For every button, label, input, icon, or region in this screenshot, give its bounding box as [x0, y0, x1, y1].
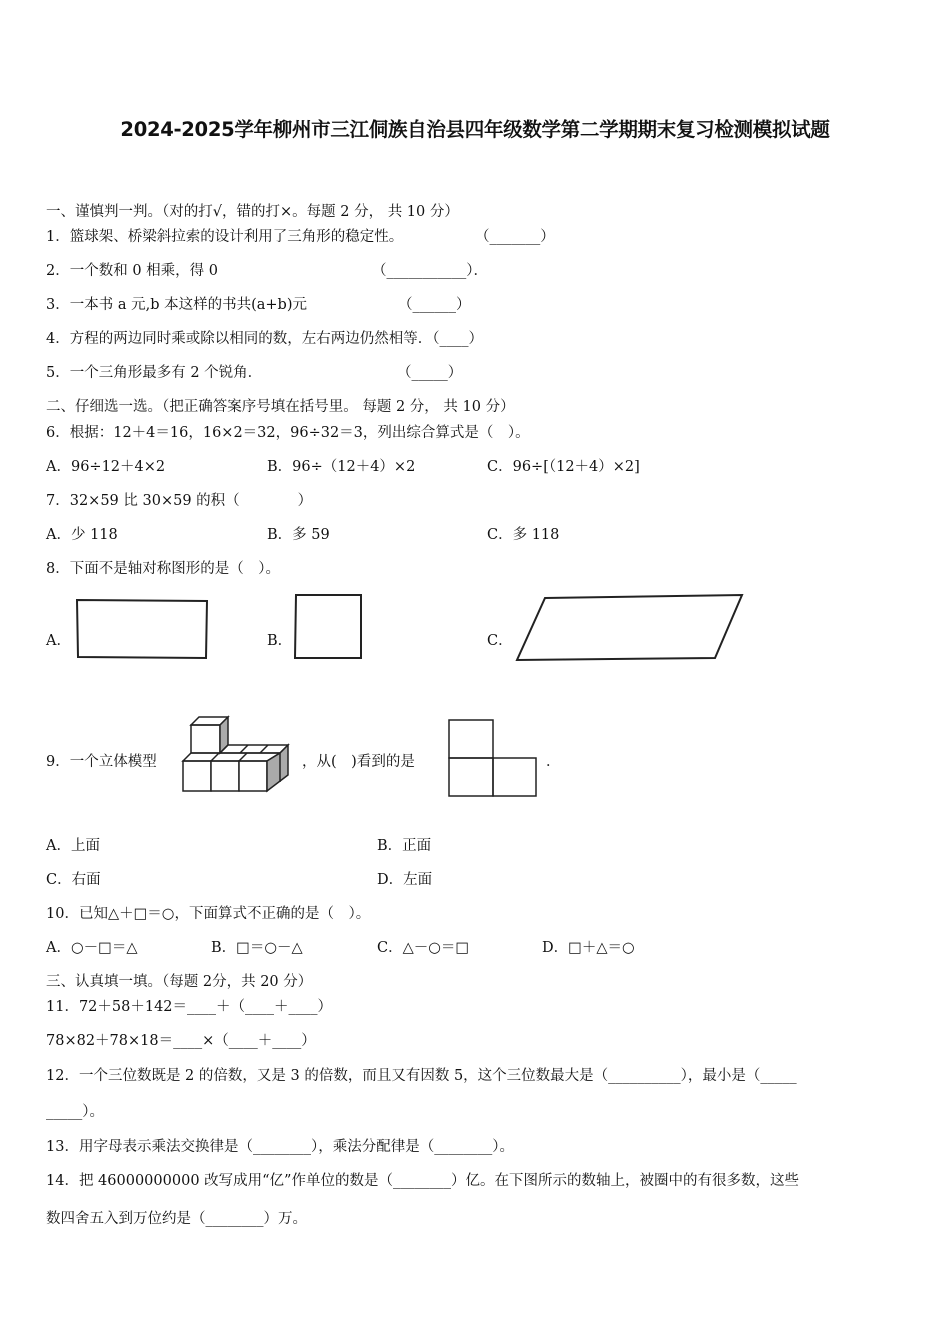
question-6-option-a[interactable]: A．96÷12＋4×2 [46, 459, 166, 475]
question-9-option-d[interactable]: D．左面 [377, 872, 433, 888]
question-3: 3．一本书 a 元,b 本这样的书共(a+b)元 [46, 297, 307, 313]
question-7-option-c[interactable]: C．多 118 [487, 527, 560, 543]
question-8-option-a[interactable]: A． [46, 633, 71, 649]
question-14-line-2: 数四舍五入到万位约是（________）万。 [46, 1211, 307, 1227]
question-8-option-b[interactable]: B． [267, 633, 293, 649]
square-figure [292, 592, 364, 661]
question-1: 1．篮球架、桥梁斜拉索的设计利用了三角形的稳定性。 [46, 229, 404, 245]
rectangle-figure [74, 597, 210, 661]
question-10-option-b[interactable]: B．□＝○－△ [211, 940, 303, 956]
question-9-end: ． [546, 754, 561, 770]
question-12-line-2: _____）。 [46, 1104, 104, 1120]
question-13: 13．用字母表示乘法交换律是（________），乘法分配律是（________）。 [46, 1139, 514, 1155]
question-4: 4．方程的两边同时乘或除以相同的数，左右两边仍然相等．（____） [46, 331, 483, 347]
cube-model-figure [180, 712, 292, 794]
parallelogram-figure [514, 592, 746, 663]
question-10-option-c[interactable]: C．△－○＝□ [377, 940, 470, 956]
section-3-heading: 三、认真填一填。（每题 2分，共 20 分） [46, 974, 313, 990]
question-9-option-b[interactable]: B．正面 [377, 838, 432, 854]
question-5: 5．一个三角形最多有 2 个锐角． [46, 365, 263, 381]
question-1-answer-blank[interactable]: （_______） [475, 229, 555, 245]
question-9-prefix: 9．一个立体模型 [46, 754, 157, 770]
question-8: 8．下面不是轴对称图形的是（ ）。 [46, 561, 280, 577]
question-12-line-1: 12．一个三位数既是 2 的倍数，又是 3 的倍数，而且又有因数 5，这个三位数最大是（__________），最小是（_____ [46, 1068, 797, 1084]
section-1-heading: 一、谨慎判一判。（对的打√，错的打×。每题 2 分， 共 10 分） [46, 204, 459, 220]
question-10-option-a[interactable]: A．○－□＝△ [46, 940, 138, 956]
question-11-line-1: 11．72＋58＋142＝____＋（____＋____） [46, 999, 333, 1015]
question-3-answer-blank[interactable]: （______） [398, 297, 471, 313]
section-2-heading: 二、仔细选一选。（把正确答案序号填在括号里。 每题 2 分， 共 10 分） [46, 399, 515, 415]
question-11-line-2: 78×82＋78×18＝____×（____＋____） [46, 1033, 316, 1049]
question-2: 2．一个数和 0 相乘，得 0 [46, 263, 219, 279]
page-title: 2024-2025学年柳州市三江侗族自治县四年级数学第二学期期末复习检测模拟试题 [120, 118, 830, 141]
question-9-middle: ，从( )看到的是 [302, 754, 415, 770]
question-7-option-b[interactable]: B．多 59 [267, 527, 330, 543]
question-9-option-c[interactable]: C．右面 [46, 872, 101, 888]
view-figure [447, 718, 539, 800]
question-6-option-b[interactable]: B．96÷（12＋4）×2 [267, 459, 416, 475]
question-8-option-c[interactable]: C． [487, 633, 513, 649]
question-6-option-c[interactable]: C．96÷[（12＋4）×2] [487, 459, 640, 475]
question-10-option-d[interactable]: D．□＋△＝○ [542, 940, 635, 956]
question-14-line-1: 14．把 46000000000 改写成用“亿”作单位的数是（________）亿。在下图所示的数轴上，被圈中的有很多数，这些 [46, 1173, 799, 1189]
question-6: 6．根据：12＋4＝16，16×2＝32，96÷32＝3，列出综合算式是（ ）。 [46, 425, 530, 441]
question-2-answer-blank[interactable]: （___________）． [372, 263, 488, 279]
question-9-option-a[interactable]: A．上面 [46, 838, 100, 854]
question-7-option-a[interactable]: A．少 118 [46, 527, 118, 543]
question-7: 7．32×59 比 30×59 的积（ ） [46, 493, 313, 509]
question-5-answer-blank[interactable]: （_____） [397, 365, 463, 381]
question-10: 10．已知△＋□＝○，下面算式不正确的是（ ）。 [46, 906, 371, 922]
